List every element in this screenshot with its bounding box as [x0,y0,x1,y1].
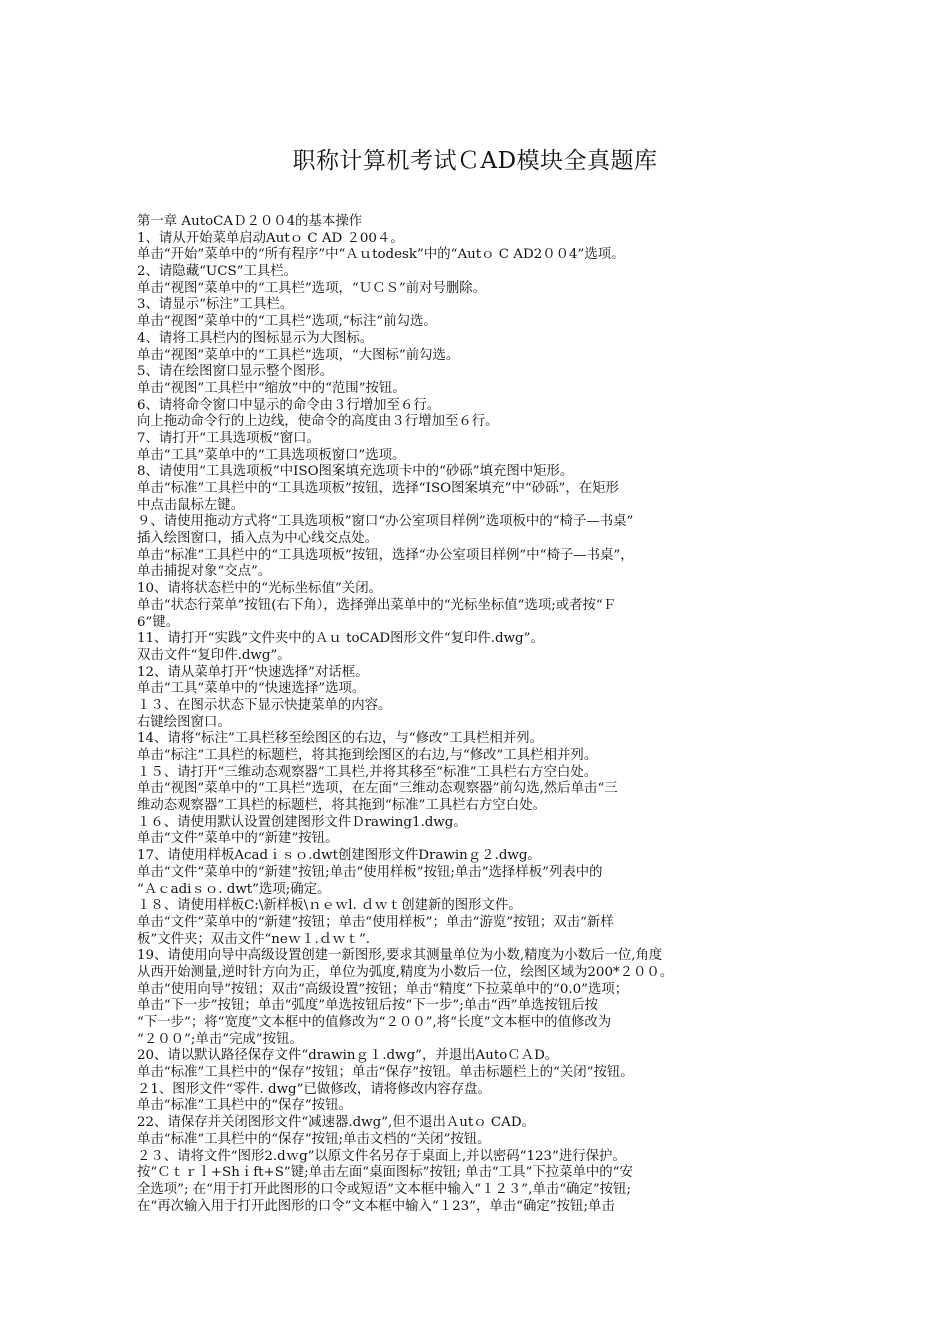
text-line: 单击“工具”菜单中的“工具选项板窗口”选项。 [137,447,406,463]
text-line: １８、请使用样板C:\新样板\ｎｅｗl. ｄｗｔ创建新的图形文件。 [137,898,522,914]
text-line: 从西开始测量,逆时针方向为正，单位为弧度,精度为小数后一位，绘图区域为200*２００。 [137,964,674,980]
text-line: 单击“状态行菜单”按钮(右下角），选择弹出菜单中的“光标坐标值”选项;或者按“Ｆ [137,597,617,613]
text-line: 板”文件夹；双击文件“neｗ１.ｄｗｔ”. [137,931,371,947]
text-line: 单击“标准”工具栏中的“保存”按钮。 [137,1098,352,1114]
text-line: 单击“标准”工具栏中的“工具选项板”按钮，选择“ISO图案填充”中“砂砾”，在矩形 [137,481,619,496]
document-body [137,214,827,1215]
text-line: 单击“标准”工具栏中的“保存”按钮;单击文档的“关闭”按钮。 [137,1131,491,1147]
text-line: 单击“标准”工具栏中的“保存”按钮；单击“保存”按钮。单击标题栏上的“关闭”按钮。 [137,1065,634,1081]
text-line: ９、请使用拖动方式将“工具选项板”窗口“办公室项目样例”选项板中的“椅子—书桌” [137,514,634,530]
text-line: “２００”;单击“完成”按钮。 [137,1031,303,1047]
text-line: 单击“下一步”按钮；单击“弧度”单选按钮后按“下一步”;单击“西”单选按钮后按 [137,998,598,1014]
text-line: 14、请将“标注”工具栏移至绘图区的右边，与“修改”工具栏相并列。 [137,731,543,747]
document-title: 职称计算机考试ＣAD模块全真题库 [292,148,658,174]
text-line: 6、请将命令窗口中显示的命令由３行增加至６行。 [137,397,441,413]
text-line: 单击“标准”工具栏中的“工具选项板”按钮，选择“办公室项目样例”中“椅子—书桌”， [137,547,634,563]
text-line: 2、请隐藏“UCS”工具栏。 [137,264,298,280]
text-line: １６、请使用默认设置创建图形文件Ｄrawing1.dwg。 [137,814,467,830]
text-line: 单击“视图”菜单中的“工具栏”选项，在左面“三维动态观察器”前勾选,然后单击“三 [137,781,618,797]
text-line: 4、请将工具栏内的图标显示为大图标。 [137,330,374,346]
text-line: 6”键。 [137,614,180,630]
text-line: 19、请使用向导中高级设置创建一新图形,要求其测量单位为小数,精度为小数后一位,角度 [137,948,663,964]
text-line: 12、请从菜单打开“快速选择”对话框。 [137,664,369,680]
text-line: ２３、请将文件“图形2.dｗg”以原文件名另存于桌面上,并以密码“123”进行保护。 [137,1148,626,1164]
text-line: 右键绘图窗口。 [137,714,231,730]
text-line: 20、请以默认路径保存文件“drawinｇ１.dwg”，并退出AutoＣＡD。 [137,1048,559,1064]
text-line: 单击“视图”菜单中的“工具栏”选项，“ＵＣＳ”前对号删除。 [137,280,487,296]
text-line: 插入绘图窗口，插入点为中心线交点处。 [137,531,379,547]
text-line: 7、请打开“工具选项板”窗口。 [137,430,320,446]
text-line: 10、请将状态栏中的“光标坐标值”关闭。 [137,581,382,597]
text-line: 17、请使用样板Acadｉｓｏ.dwt创建图形文件Drawinｇ２.dwg。 [137,848,541,864]
text-line: 中点击鼠标左键。 [137,497,245,513]
text-line: 单击“开始”菜单中的“所有程序”中“Ａｕtodesk”中的“Autｏ C AD2００4”选项。 [137,247,625,263]
text-line: 11、请打开“实践”文件夹中的Ａｕ toCAD图形文件“复印件.dwg”。 [137,631,544,647]
text-line: 第一章 AutoCAＤ２００4的基本操作 [137,214,363,229]
text-line: ２1、图形文件“零件. dwg”已做修改，请将修改内容存盘。 [137,1081,491,1097]
text-line: １５、请打开“三维动态观察器”工具栏,并将其移至“标准”工具栏右方空白处。 [137,764,598,780]
text-line: 按“Ｃｔｒｌ+Shｉft+S”键;单击左面“桌面图标”按钮; 单击“工具”下拉菜单中的“安 [137,1165,633,1181]
text-line: 单击“文件”菜单中的“新建”按钮;单击“使用样板”按钮;单击“选择样板”列表中的 [137,864,603,880]
text-line: 单击“使用向导”按钮；双击“高级设置”按钮；单击“精度”下拉菜单中的“0.0”选项； [137,981,629,997]
text-line: 单击捕捉对象“交点”。 [137,564,272,580]
text-line: 3、请显示“标注”工具栏。 [137,297,294,313]
text-line: １３、在图示状态下显示快捷菜单的内容。 [137,697,392,713]
text-line: “Ａｃadiｓｏ. dwt”选项;确定。 [137,881,331,897]
text-line: 在“再次输入用于打开此图形的口令”文本框中输入“１23”，单击“确定”按钮;单击 [137,1198,615,1214]
text-line: 单击“视图”工具栏中“缩放”中的“范围”按钮。 [137,380,406,396]
text-line: “下一步”；将“宽度”文本框中的值修改为“２００”,将“长度”文本框中的值修改为 [137,1015,612,1030]
text-line: 双击文件“复印件.dwg”。 [137,647,291,663]
text-line: 全选项”; 在“用于打开此图形的口令或短语”文本框中输入“１２３”,单击“确定”按钮; [137,1181,631,1197]
text-line: 单击“标注”工具栏的标题栏，将其拖到绘图区的右边,与“修改”工具栏相并列。 [137,748,598,763]
text-line: 维动态观察器”工具栏的标题栏，将其拖到“标准”工具栏右方空白处。 [137,798,546,814]
text-line: 8、请使用“工具选项板”中ISO图案填充选项卡中的“砂砾”填充图中矩形。 [137,464,574,480]
text-line: 单击“视图”菜单中的“工具栏”选项，“大图标”前勾选。 [137,347,460,363]
text-line: 单击“文件”菜单中的“新建”按钮；单击“使用样板”；单击“游览”按钮；双击“新样 [137,914,614,930]
text-line: 5、请在绘图窗口显示整个图形。 [137,364,333,380]
text-line: 22、请保存并关闭图形文件“减速器.dwg”,但不退出Ａutｏ CAD。 [137,1115,535,1131]
text-line: 单击“工具”菜单中的“快速选择”选项。 [137,681,366,697]
text-line: 单击“文件”菜单中的“新建”按钮。 [137,831,339,847]
text-line: 向上拖动命令行的上边线，使命令的高度由３行增加至６行。 [137,414,499,430]
text-line: 单击“视图”菜单中的“工具栏”选项,“标注”前勾选。 [137,314,437,330]
text-line: 1、请从开始菜单启动Autｏ C AD ２00４。 [137,230,404,246]
